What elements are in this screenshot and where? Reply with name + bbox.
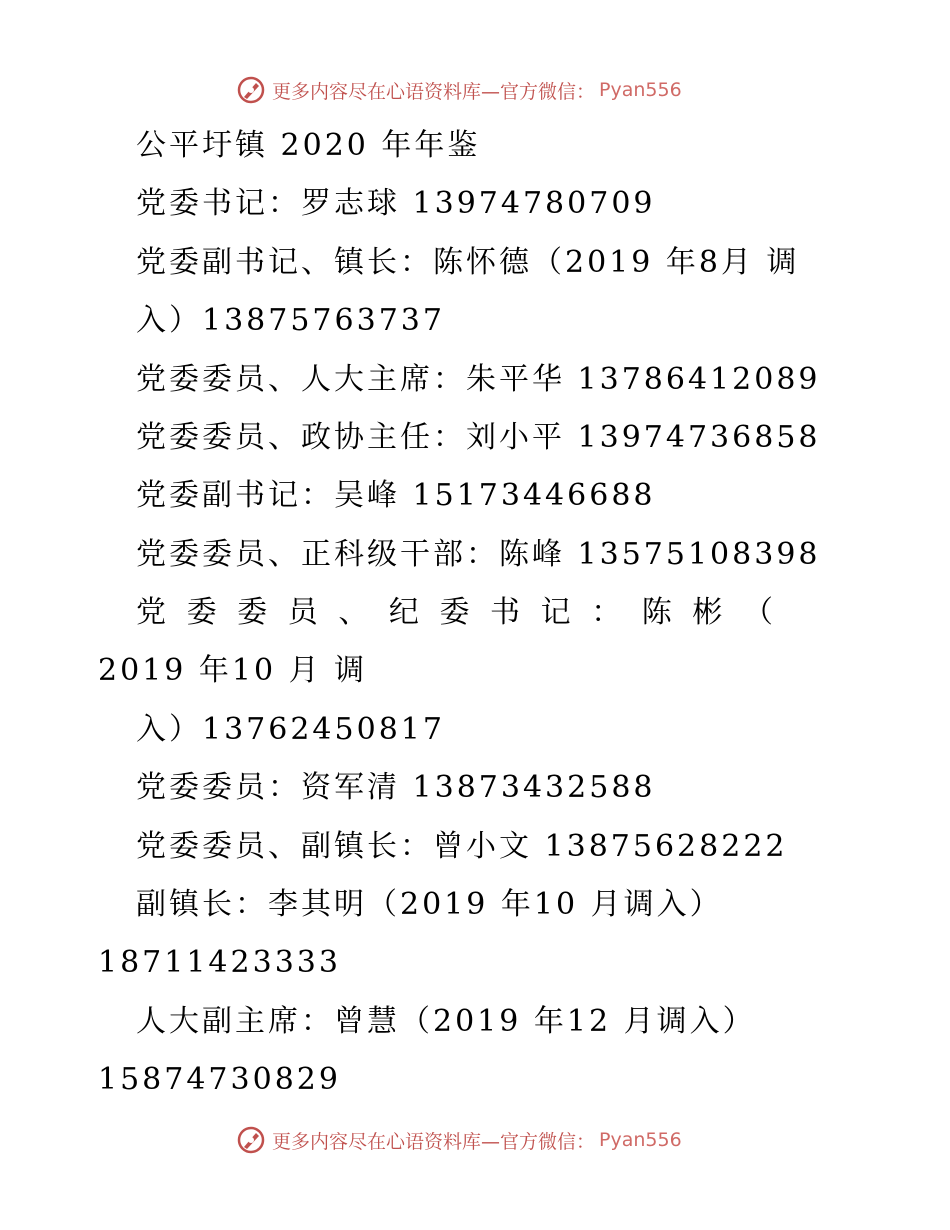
text-line: 2019 年10 月 调 xyxy=(98,653,368,688)
text-line: 入）13762450817 xyxy=(136,712,445,747)
watermark-header xyxy=(236,74,682,106)
pen-logo-icon xyxy=(236,1125,266,1155)
text-line: 15874730829 xyxy=(98,1062,341,1097)
text-line: 党委副书记：吴峰 15173446688 xyxy=(136,478,656,513)
text-line: 党委委员、正科级干部：陈峰 13575108398 xyxy=(136,537,821,572)
text-line: 党委委员、人大主席：朱平华 13786412089 xyxy=(136,362,821,397)
watermark-handle: Pyan556 xyxy=(599,1129,682,1151)
watermark-footer xyxy=(236,1124,682,1156)
justified-text-line xyxy=(136,595,776,631)
text-line: 18711423333 xyxy=(98,945,341,980)
text-line: 党委委员：资军清 13873432588 xyxy=(136,770,656,805)
text-line: 党委书记：罗志球 13974780709 xyxy=(136,186,656,221)
text-char: 党 xyxy=(136,595,169,630)
text-char: 员 xyxy=(287,595,321,630)
text-char: ： xyxy=(591,595,625,630)
text-char: 书 xyxy=(490,595,524,630)
text-char: 委 xyxy=(186,595,220,630)
watermark-handle: Pyan556 xyxy=(599,79,682,101)
text-line: 党委委员、副镇长：曾小文 13875628222 xyxy=(136,829,788,864)
pen-logo-icon xyxy=(236,75,266,105)
text-line: 副镇长：李其明（2019 年10 月调入） xyxy=(136,887,723,922)
text-char: 记 xyxy=(540,595,574,630)
text-line: 党委委员、政协主任：刘小平 13974736858 xyxy=(136,420,821,455)
text-char: 彬 xyxy=(692,595,726,630)
text-char: （ xyxy=(742,595,776,630)
text-char: 委 xyxy=(237,595,271,630)
text-char: 陈 xyxy=(641,595,675,630)
text-line: 入）13875763737 xyxy=(136,303,445,338)
text-char: 纪 xyxy=(388,595,422,630)
text-line: 人大副主席：曾慧（2019 年12 月调入） xyxy=(136,1004,756,1039)
watermark-text: 更多内容尽在心语资料库—官方微信： xyxy=(272,1130,596,1153)
text-char: 委 xyxy=(439,595,473,630)
watermark-text: 更多内容尽在心语资料库—官方微信： xyxy=(272,80,596,103)
text-line: 党委副书记、镇长：陈怀德（2019 年8月 调 xyxy=(136,245,800,280)
text-char: 、 xyxy=(338,595,372,630)
document-title: 公平圩镇 2020 年年鉴 xyxy=(136,128,481,163)
